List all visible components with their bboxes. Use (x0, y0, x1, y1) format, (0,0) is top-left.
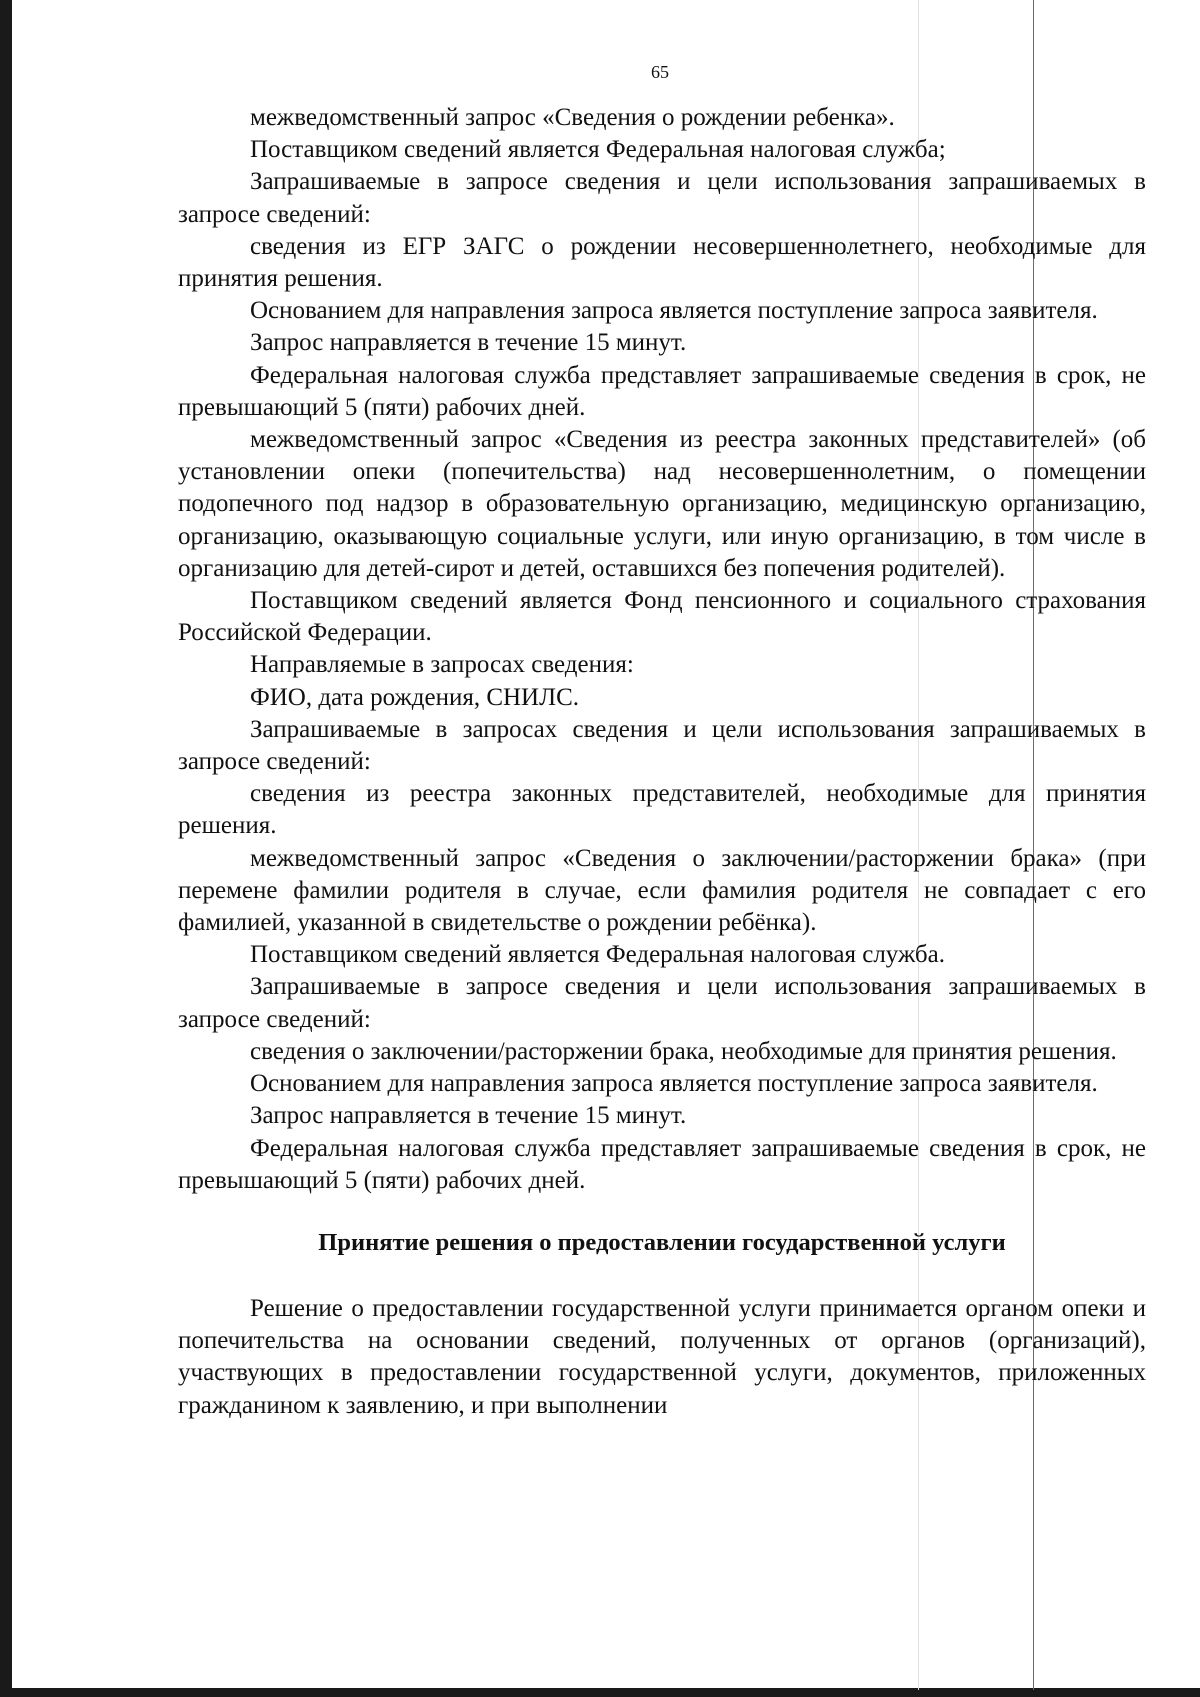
paragraph: Запрос направляется в течение 15 минут. (250, 329, 687, 357)
paragraph: Поставщиком сведений является Федеральная налоговая служба; (250, 136, 946, 164)
paragraph: сведения из реестра законных представителей, необходимые для принятия решения. (178, 780, 1146, 840)
paragraph: Поставщиком сведений является Федеральная налоговая служба. (250, 941, 945, 969)
paragraph: межведомственный запрос «Сведения о рождении ребенка». (250, 104, 895, 131)
paragraph: межведомственный запрос «Сведения из реестра законных представителей» (об установлении опеки (попечительства) над несовершеннолетним, о помещении подопечного под надзор в образовательную организацию, медицинскую организацию, организацию, оказывающую социальные услуги, или иную организацию, в том числе в организацию для детей-сирот и детей, оставшихся без попечения родителей). (178, 426, 1146, 582)
paragraph: межведомственный запрос «Сведения о заключении/расторжении брака» (при перемене фамилии родителя в случае, если фамилия родителя не совпадает с его фамилией, указанной в свидетельстве о рождении ребёнка). (178, 844, 1146, 937)
page-number: 65 (651, 62, 669, 82)
paragraph: Федеральная налоговая служба представляет запрашиваемые сведения в срок, не превышающий 5 (пяти) рабочих дней. (178, 1134, 1146, 1194)
paragraph: Запрос направляется в течение 15 минут. (250, 1102, 687, 1130)
paragraph: сведения из ЕГР ЗАГС о рождении несовершеннолетнего, необходимые для принятия решения. (178, 232, 1146, 293)
paragraph: Запрашиваемые в запросах сведения и цели использования запрашиваемых в запросе сведений: (178, 715, 1146, 776)
paragraph: Запрашиваемые в запросе сведения и цели использования запрашиваемых в запросе сведений: (178, 168, 1146, 228)
section-heading: Принятие решения о предоставлении государственной услуги (318, 1228, 1006, 1256)
paragraph: Направляемые в запросах сведения: (250, 651, 634, 679)
paragraph: Основанием для направления запроса является поступление запроса заявителя. (250, 1070, 1098, 1098)
document-body (178, 102, 1146, 1422)
paragraph: Федеральная налоговая служба представляет запрашиваемые сведения в срок, не превышающий 5 (пяти) рабочих дней. (178, 361, 1146, 421)
paragraph: Основанием для направления запроса является поступление запроса заявителя. (250, 297, 1098, 325)
paragraph: ФИО, дата рождения, СНИЛС. (250, 683, 579, 711)
paragraph: Решение о предоставлении государственной услуги принимается органом опеки и попечительства на основании сведений, полученных от органов (организаций), участвующих в предоставлении государственной услуги, документов, приложенных гражданином к заявлению, и при выполнении (178, 1294, 1146, 1419)
paragraph: Поставщиком сведений является Фонд пенсионного и социального страхования Российской Федерации. (178, 587, 1146, 647)
scan-border-bottom (0, 1688, 1200, 1697)
paragraph: Запрашиваемые в запросе сведения и цели использования запрашиваемых в запросе сведений: (178, 973, 1146, 1033)
paragraph: сведения о заключении/расторжении брака, необходимые для принятия решения. (250, 1037, 1117, 1065)
scan-border-left (0, 0, 12, 1697)
